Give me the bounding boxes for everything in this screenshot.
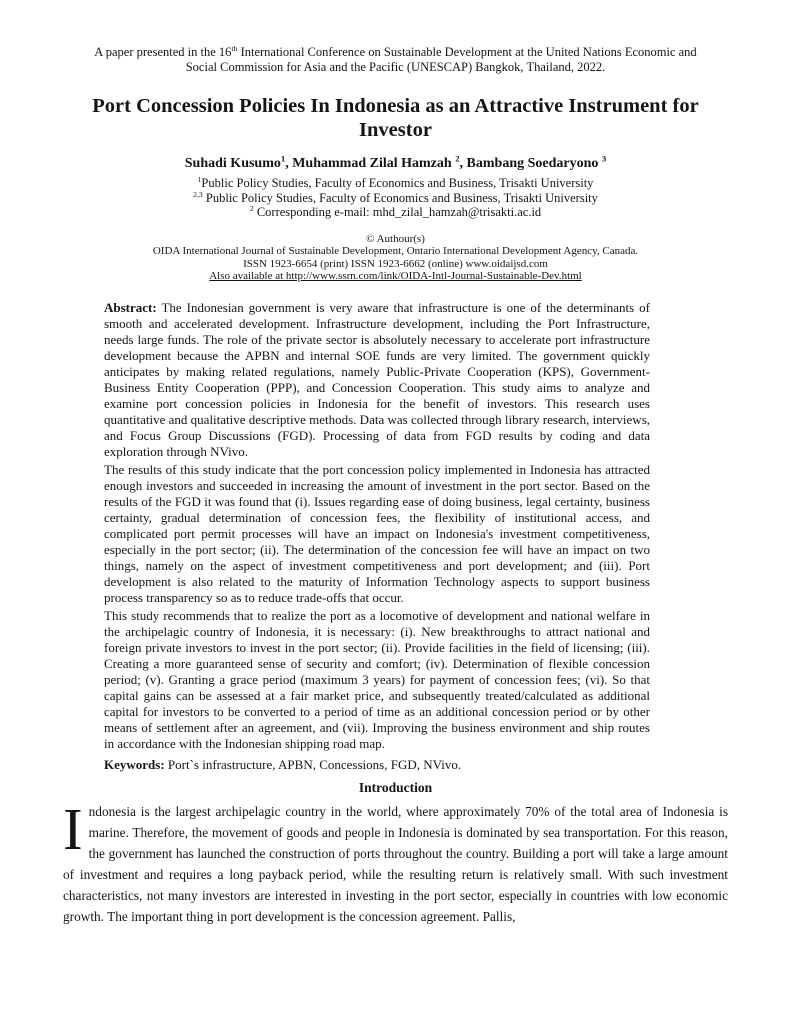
introduction-text: ndonesia is the largest archipelagic country in the world, where approximately 70% of the total area of Indonesia is marine. Therefore, the movement of goods and people in Indonesia is dominated by sea transportation. For this reason, the government has launched the construction of ports throughout the country. Building a port will take a large amount of investment and requires a long payback period, while the resulting return is relatively small. With such investment characteristics, not many investors are interested in investing in the port sector, especially in countries with low economic growth. The important thing in port development is the concession agreement. Pallis, [63,803,728,924]
issn-line: ISSN 1923-6654 (print) ISSN 1923-6662 (online) www.oidaijsd.com [243,257,548,270]
abstract-paragraph-3: This study recommends that to realize the port as a locomotive of development and national welfare in the archipelagic country of Indonesia, it is necessary: (i). New breakthroughs to attract national and foreign private investors to invest in the port sector; (ii). Provide facilities in the field of licensing; (iii). Creating a more guaranteed sense of security and comfort; (iv). Determination of flexible concession period; (v). Granting a grace period (maximum 3 years) for payment of concession fees; (vi). So that capital gains can be assessed at a fair market price, and subsequently treated/calculated as additional capital for investors to be converted to a period of time as an additional concession period or by other means of settlement after an agreement, and (vii). Improving the business environment and ship routes in accordance with the Indonesian shipping road map. [104,607,650,751]
affiliation-mark: 2 [249,203,254,213]
paper-title: Port Concession Policies In Indonesia as an Attractive Instrument for Investor [92,95,699,141]
conference-note-text-cont: International Conference on Sustainable Development at the United Nations Economic and Social Commission for Asia and the Pacific (UNESCAP) Bangkok, Thailand, 2022. [185,45,697,74]
authors-line [0,153,791,172]
keywords-line [104,757,650,773]
abstract-paragraph-1-text: The Indonesian government is very aware that infrastructure is one of the determinants of smooth and accelerated development. Infrastructure development, including the Port Infrastructure, needs large funds. The role of the private sector is absolutely necessary to accelerate port infrastructure development because the APBN and internal SOE funds are very limited. The government quickly anticipates by making related regulations, namely Public-Private Cooperation (KPS), Government-Business Entity Cooperation (PPP), and Concession Cooperation. This study aims to analyze and examine port concession policies in Indonesia for the benefit of investors. This research uses quantitative and qualitative descriptive methods. Data was collected through library research, interviews, and Focus Group Discussions (FGD). Processing of data from FGD results by coding and data exploration through NVivo. [104,299,650,459]
drop-cap: I [63,795,83,862]
author-affiliation-mark: 2 [455,153,460,164]
affiliation-line [0,191,791,206]
author-separator: , [459,156,467,171]
introduction-paragraph [63,795,728,927]
abstract-paragraph-1 [104,300,650,460]
imprint-block [0,233,791,283]
affiliation-mark: 2,3 [193,189,203,199]
corresponding-email-line [0,205,791,220]
abstract-label: Abstract: [104,299,157,315]
author [184,153,293,171]
availability-line [0,270,791,283]
ordinal-superscript: th [231,43,238,53]
conference-note [81,0,711,75]
author [292,153,467,171]
copyright-line: © Authour(s) [366,232,425,245]
author-name: Bambang Soedaryono [466,156,602,171]
journal-line: OIDA International Journal of Sustainable Development, Ontario International Development Agency, Canada. [152,245,639,257]
author-name: Muhammad Zilal Hamzah [292,156,456,171]
corresponding-email-text: Corresponding e-mail: mhd_zilal_hamzah@trisakti.ac.id [253,205,542,219]
author-name: Suhadi Kusumo [184,156,281,171]
conference-note-text: A paper presented in the 16 [94,45,232,59]
affiliation-mark: 1 [197,174,202,184]
author-separator: , [285,156,293,171]
abstract-section [104,300,650,752]
introduction-heading: Introduction [358,779,433,795]
affiliations-block [0,176,791,220]
affiliation-line [0,176,791,191]
availability-link[interactable]: Also available at http://www.ssrn.com/link/OIDA-Intl-Journal-Sustainable-Dev.html [209,270,582,282]
author-affiliation-mark: 1 [280,153,286,164]
affiliation-text: Public Policy Studies, Faculty of Economics and Business, Trisakti University [201,176,594,190]
abstract-paragraph-2: The results of this study indicate that the port concession policy implemented in Indonesia has attracted enough investors and succeeded in increasing the amount of investment in the port sector. Based on the results of the FGD it was found that (i). Issues regarding ease of doing business, legal certainty, business certainty, gradual determination of concession fees, the flexibility of institutional access, and complicated port permit processes will have an impact on Indonesia's investment competitiveness, especially in the port sector; (ii). The determination of the concession fee will have an impact on two things, namely on the aspect of investment competitiveness and port development; and (iii). Port development is also related to the maturity of Information Technology aspects to support business process transparency so as to reduce trade-offs that occur. [104,461,650,605]
keywords-text: Port`s infrastructure, APBN, Concessions, FGD, NVivo. [164,756,462,772]
author [466,153,607,171]
keywords-label: Keywords: [104,756,165,772]
author-affiliation-mark: 3 [601,153,607,164]
affiliation-text: Public Policy Studies, Faculty of Economics and Business, Trisakti University [202,190,598,205]
